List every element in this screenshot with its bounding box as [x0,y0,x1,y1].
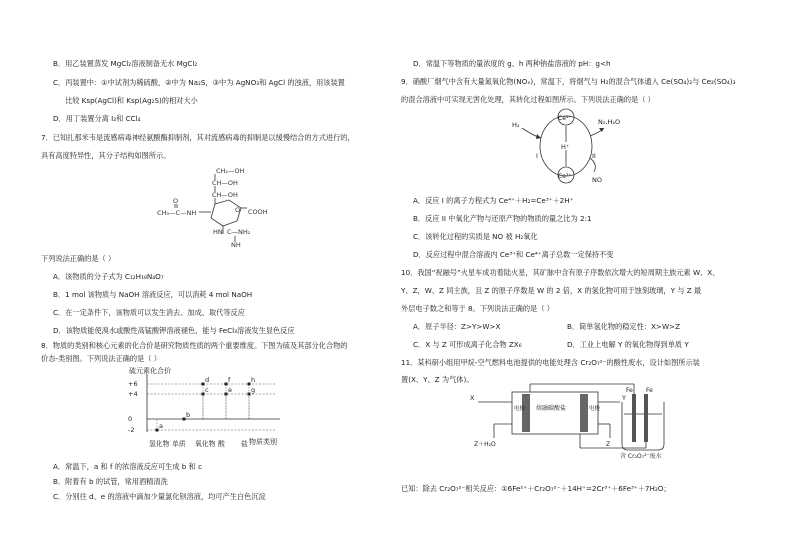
q7-carbonyl-o: O [173,197,179,205]
q9-no: NO [592,176,602,184]
q11-known-reaction: 已知：除去 Cr₂O₇²⁻相关反应：①6Fe²⁺＋Cr₂O₇²⁻＋14H⁺=2Cr³⁺＋6Fe³⁺＋7H₂O； [401,484,671,493]
q11-fe-right: Fe [646,387,653,394]
q8-point-label-h: h [251,376,256,384]
q8-point-label-g: g [251,386,256,394]
q8-stem-line1: 8．物质的类别和核心元素的化合价是研究物质性质的两个重要维度。下图为硫及其部分化合物的 [41,341,348,350]
q8-point-label-e: e [228,386,232,394]
q9-ce3: Ce³⁺ [558,173,572,180]
q8-option-b: B．附着有 b 的试管，常用酒精清洗 [53,477,168,486]
q11-electrolyte: 熔融碳酸盐 [536,405,567,412]
q9-option-d: D．反应过程中混合溶液内 Ce³⁺和 Ce⁴⁺离子总数一定保持不变 [413,250,614,259]
q8-category-label: 酸 [218,440,225,448]
q8-category-label: 单质 [172,440,186,448]
q7-option-b: B．1 mol 该物质与 NaOH 溶液反应，可以消耗 4 mol NaOH [53,290,253,299]
q9-step-ii: II [592,152,596,160]
q8-point-label-a: a [159,422,163,430]
q9-products: N₂,H₂O [598,118,621,126]
q10-stem-line2: Y、Z，W、Z 同主族，且 Z 的原子序数是 W 的 2 倍，X 的氢化物可用于蚀刻玻璃，Y 与 Z 最 [401,286,702,295]
q8-point-label-f: f [228,376,231,384]
q11-gas-x: X [470,394,475,402]
q10-option-b: B．简单氢化物的稳定性：X>W>Z [567,322,680,331]
q9-option-b: B．反应 II 中氧化产物与还原产物的物质的量之比为 2:1 [413,214,592,223]
q11-apparatus-diagram [470,380,730,460]
q10-option-d: D．工业上电解 Y 的氧化物得到单质 Y [567,340,689,349]
q11-z-h2o: Z＋H₂O [474,441,496,448]
q7-option-c: C．在一定条件下，该物质可以发生消去、加成、取代等反应 [53,308,245,317]
q11-electrode-right: 电极 [589,406,601,412]
q9-h2: H₂ [512,121,520,129]
q11-stem-line1: 11．某科研小组用甲烷-空气燃料电池提供的电能处理含 Cr₂O₇²⁻的酸性废水，设计如图所示装 [401,358,700,367]
q8-stem-line2: 价态-类别图。下列说法正确的是（ ） [41,354,161,363]
q7-choh-1: CH—OH [212,179,238,187]
q9-hplus: H⁺ [561,143,570,151]
q11-gas-z: Z [606,441,611,448]
q8-point-label-b: b [186,411,191,419]
q6-option-c: C．丙装置中：①中试剂为稀硫酸，②中为 Na₂S，③中为 AgNO₃和 AgCl 的浊液，用该装置 [53,78,345,87]
q9-cycle-diagram [508,106,638,188]
q11-fe-left: Fe [626,387,633,394]
q8-category-label: 盐 [241,440,248,448]
q7-choh-2: CH—OH [212,191,238,199]
q7-nh: NH [231,241,241,248]
q11-stem-line2: 置(X、Y、Z 为气体)。 [401,375,474,384]
q10-option-a: A．原子半径：Z>Y>W>X [413,322,501,331]
q6-option-c-cont: 比较 Ksp(AgCl)和 Ksp(Ag₂S)的相对大小 [65,96,198,105]
q7-cooh: COOH [248,208,268,216]
q7-acetamido: CH₃—C—NH [157,209,197,217]
q9-stem-line1: 9．硝酸厂烟气中含有大量氮氧化物(NOₓ)，常温下，将烟气与 H₂的混合气体通入 Ce(SO₄)₂与 Ce₂(SO₄)₃ [401,77,736,86]
q7-ring-oxygen: O [235,206,241,214]
q8-option-d: D．常温下等物质的量浓度的 g、h 两种钠盐溶液的 pH：g<h [413,59,611,68]
q8-chart-xlabel: 物质类别 [249,438,277,446]
q8-ytick-label: +6 [128,380,138,388]
q7-molecule-structure [155,164,285,248]
q8-valence-category-chart [125,364,310,456]
q8-category-label: 氧化物 [195,440,216,448]
q8-ytick-label: +4 [128,390,138,398]
q10-stem-line3: 外层电子数之和等于 8。下列说法正确的是（ ） [401,304,554,313]
q11-waste-label: 含 Cr₂O₇²⁻废水 [620,453,662,460]
q10-stem-line1: 10．我国“祝融号”火星车成功着陆火星，其矿脉中含有原子序数依次增大的短周期主族元素 W、X、 [401,268,720,277]
q8-point-label-d: d [205,376,210,384]
q7-ask: 下列说法正确的是（ ） [41,254,116,263]
q6-option-d: D．用丁装置分离 I₂和 CCl₄ [53,114,141,123]
q9-option-c: C．该转化过程的实质是 NO 被 H₂氧化 [413,232,538,241]
q8-point-label-c: c [205,386,209,394]
q7-stem-line1: 7．已知扎那米韦是流感病毒神经氨酸酶抑制剂，其对流感病毒的抑制是以缓慢结合的方式进行的， [41,133,355,142]
q9-stem-line2: 的混合溶液中可实现无害化处理，其转化过程如图所示。下列说法正确的是（ ） [401,95,655,104]
q7-option-a: A．该物质的分子式为 C₁₂H₁₈N₄O₇ [53,272,164,281]
q9-step-i: I [536,152,538,160]
q7-ch2oh: CH₂—OH [216,167,245,175]
q7-option-d: D．该物质能使溴水或酸性高锰酸钾溶液褪色，能与 FeCl₃溶液发生显色反应 [53,326,295,335]
q8-option-c: C．分别往 d、e 的溶液中滴加少量氯化钡溶液，均可产生白色沉淀 [53,492,266,501]
q9-ce4: Ce⁴⁺ [558,115,572,122]
q7-c-nh2: C—NH₂ [227,228,251,236]
q8-ytick-label: 0 [128,415,133,423]
q7-stem-line2: 具有高度特异性，其分子结构如图所示。 [41,151,171,160]
q7-hn: HN [213,228,223,236]
q8-chart-ylabel: 硫元素化合价 [129,367,171,375]
q9-option-a: A．反应 I 的离子方程式为 Ce⁴⁺＋H₂=Ce³⁺＋2H⁺ [413,196,574,205]
q11-gas-y: Y [622,394,626,402]
q8-option-a: A．常温下，a 和 f 的浓溶液反应可生成 b 和 c [53,462,203,471]
q6-option-b: B．用乙装置蒸发 MgCl₂溶液制备无水 MgCl₂ [53,59,198,68]
q11-electrode-left: 电极 [514,406,526,412]
q8-category-label: 氢化物 [149,440,170,448]
q10-option-c: C．X 与 Z 可形成离子化合物 ZX₆ [413,340,522,349]
q8-ytick-label: -2 [128,426,135,434]
